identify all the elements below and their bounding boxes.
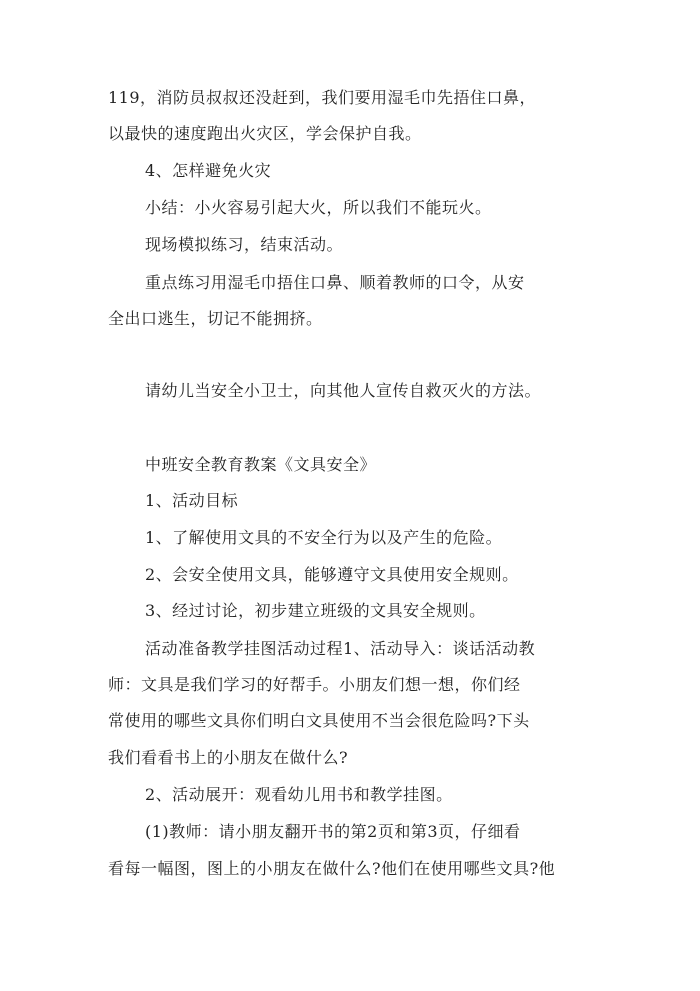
text-line: 以最快的速度跑出火灾区，学会保护自我。 — [108, 124, 422, 143]
text-line: 我们看看书上的小朋友在做什么? — [108, 748, 349, 767]
text-line: 119，消防员叔叔还没赶到，我们要用湿毛巾先捂住口鼻， — [108, 88, 537, 107]
section-heading: 4、怎样避免火灾 — [145, 161, 272, 180]
list-item: 2、会安全使用文具，能够遵守文具使用安全规则。 — [145, 565, 519, 584]
list-item: 3、经过讨论，初步建立班级的文具安全规则。 — [145, 601, 486, 620]
text-line: 小结：小火容易引起大火，所以我们不能玩火。 — [145, 198, 492, 217]
text-line: 看每一幅图，图上的小朋友在做什么?他们在使用哪些文具?他 — [108, 859, 556, 878]
text-line: 2、活动展开：观看幼儿用书和教学挂图。 — [145, 785, 453, 804]
text-line: 重点练习用湿毛巾捂住口鼻、顺着教师的口令，从安 — [145, 273, 525, 292]
text-line: 活动准备教学挂图活动过程1、活动导入：谈话活动教 — [145, 639, 536, 658]
text-line: (1)教师：请小朋友翻开书的第2页和第3页，仔细看 — [145, 822, 521, 841]
text-line: 师：文具是我们学习的好帮手。小朋友们想一想，你们经 — [108, 675, 521, 694]
section-heading: 1、活动目标 — [145, 491, 239, 510]
text-line: 常使用的哪些文具你们明白文具使用不当会很危险吗?下头 — [108, 711, 530, 730]
list-item: 1、了解使用文具的不安全行为以及产生的危险。 — [145, 528, 503, 547]
document-title: 中班安全教育教案《文具安全》 — [145, 455, 377, 474]
text-line: 现场模拟练习，结束活动。 — [145, 235, 344, 254]
text-line: 全出口逃生，切记不能拥挤。 — [108, 309, 323, 328]
text-line: 请幼儿当安全小卫士，向其他人宣传自救灭火的方法。 — [145, 381, 542, 400]
